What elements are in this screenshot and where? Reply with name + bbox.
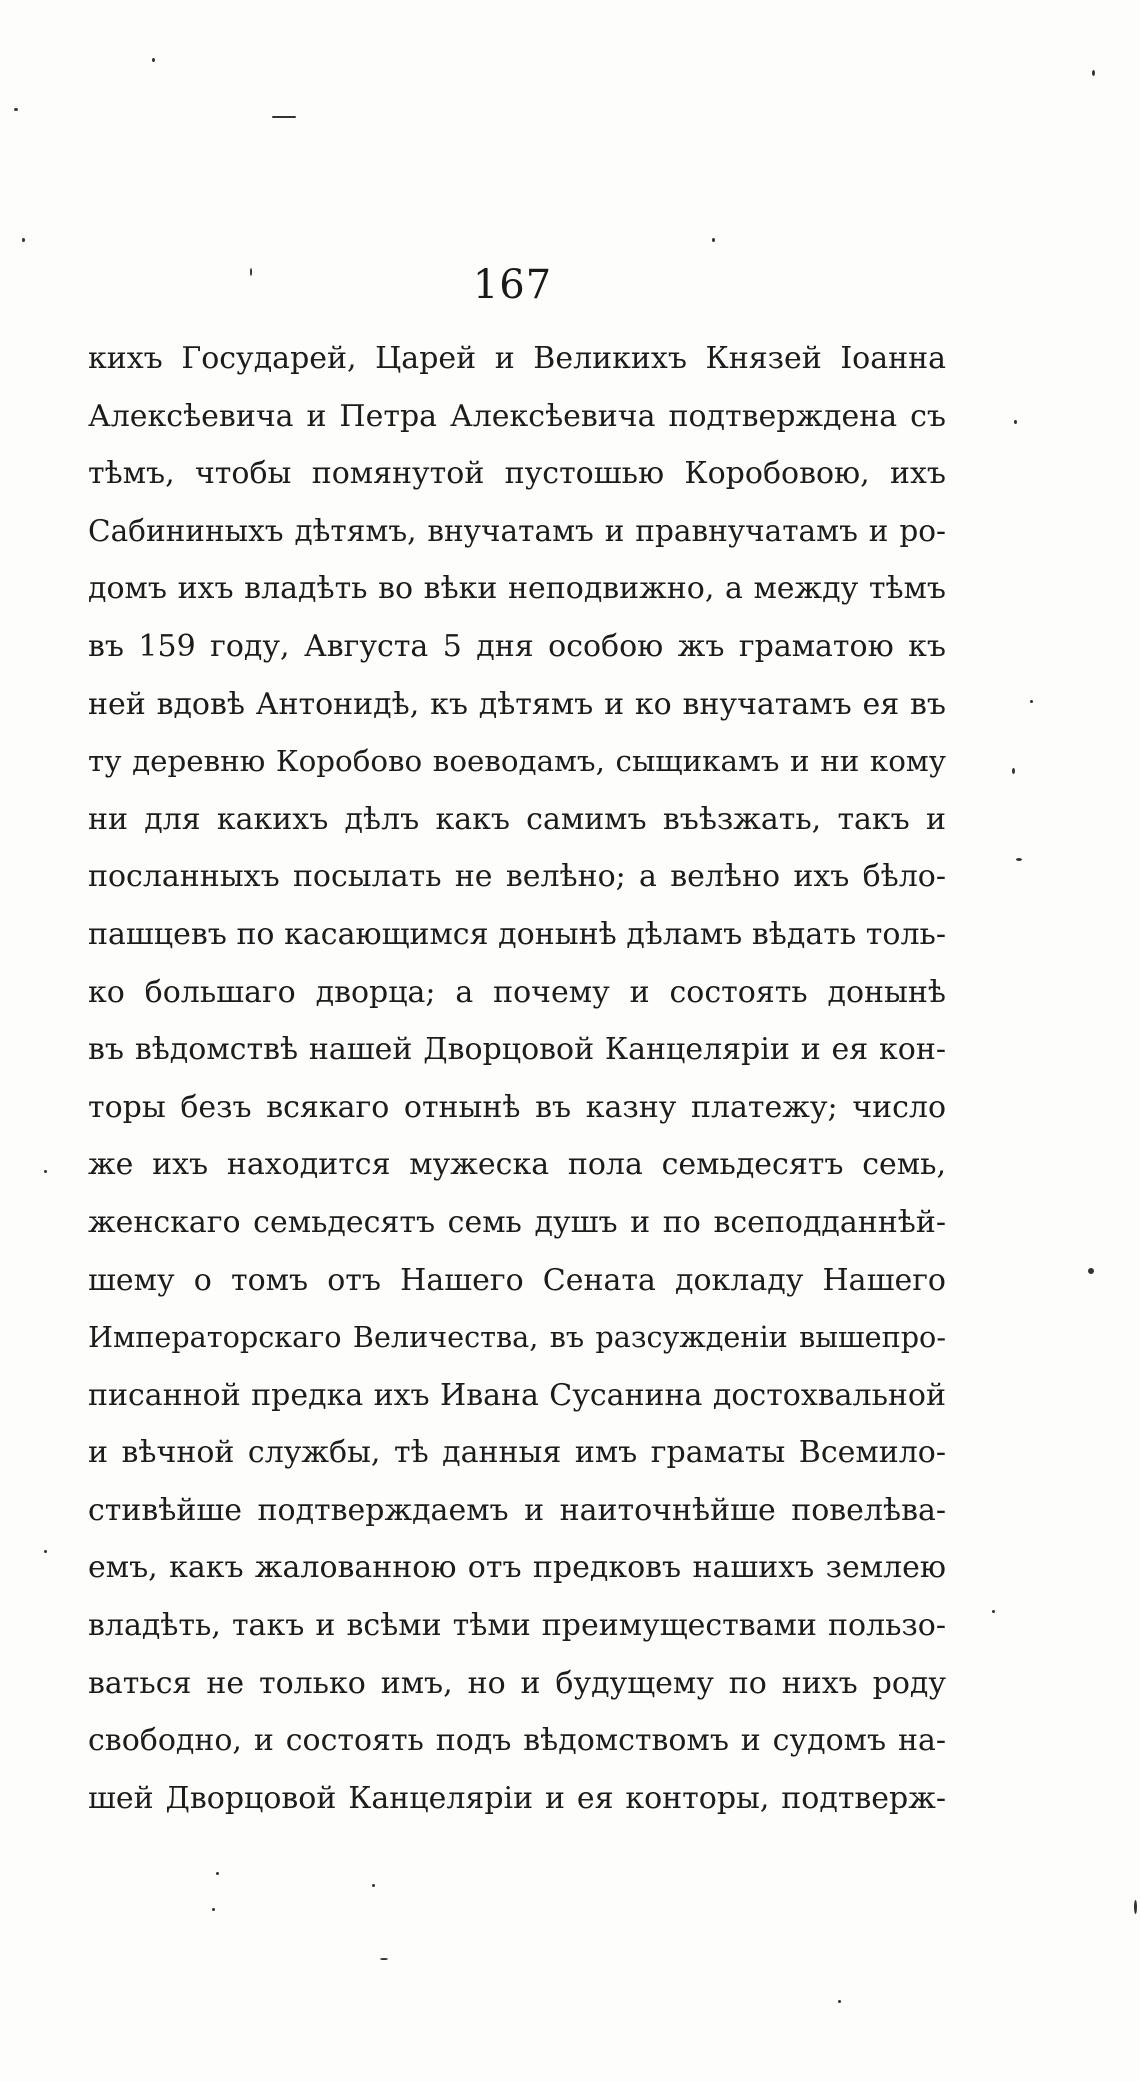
- scan-speck: [216, 1872, 219, 1875]
- scan-speck: [44, 1170, 47, 1173]
- scan-speck: [22, 238, 25, 242]
- scan-speck: [992, 1610, 995, 1613]
- scan-speck: [1014, 420, 1017, 424]
- scan-speck: [1012, 768, 1015, 774]
- scan-speck: [838, 2000, 841, 2003]
- text-line: ней вдовѣ Антонидѣ, къ дѣтямъ и ко внучатамъ ея въ: [88, 686, 946, 722]
- text-line: торы безъ всякаго отнынѣ въ казну платежу; число: [88, 1089, 946, 1125]
- text-line: писанной предка ихъ Ивана Сусанина достохвальной: [88, 1377, 946, 1413]
- scan-speck: [712, 238, 715, 242]
- scan-speck: [1030, 700, 1033, 703]
- text-line: шей Дворцовой Канцеляріи и ея конторы, подтверж-: [88, 1780, 946, 1816]
- scan-speck: [44, 1550, 47, 1553]
- text-line: въ 159 году, Августа 5 дня особою жъ граматою къ: [88, 628, 946, 664]
- text-line: емъ, какъ жалованною отъ предковъ нашихъ землею: [88, 1550, 946, 1586]
- text-line: тѣмъ, чтобы помянутой пустошью Коробовою, ихъ: [88, 456, 946, 492]
- scan-speck: [14, 108, 18, 111]
- scan-speck: [152, 58, 155, 62]
- text-line: Императорскаго Величества, въ разсужденіи вышепро-: [88, 1320, 946, 1355]
- page-number: 167: [472, 262, 553, 308]
- text-line: ту деревню Коробово воеводамъ, сыщикамъ и ни кому: [88, 744, 946, 779]
- text-line: ко большаго дворца; а почему и состоять донынѣ: [88, 974, 946, 1010]
- text-line: Алексѣевича и Петра Алексѣевича подтверждена съ: [88, 398, 946, 434]
- text-line: посланныхъ посылать не велѣно; а велѣно ихъ бѣло-: [88, 859, 946, 895]
- text-line: же ихъ находится мужеска пола семьдесятъ семь,: [88, 1147, 946, 1183]
- scan-speck: [1088, 1268, 1094, 1274]
- scan-speck: [272, 116, 296, 118]
- scan-speck: [1092, 70, 1095, 76]
- text-line: кихъ Государей, Царей и Великихъ Князей Іоанна: [88, 341, 946, 376]
- text-line: владѣть, такъ и всѣми тѣми преимуществами пользо-: [88, 1608, 946, 1644]
- text-line: шему о томъ отъ Нашего Сената докладу Нашего: [88, 1262, 946, 1298]
- text-line: стивѣйше подтверждаемъ и наиточнѣйше повелѣва-: [88, 1492, 946, 1528]
- text-line: свободно, и состоять подъ вѣдомствомъ и судомъ на-: [88, 1723, 946, 1759]
- text-line: Сабининыхъ дѣтямъ, внучатамъ и правнучатамъ и ро-: [88, 513, 946, 548]
- text-line: и вѣчной службы, тѣ данныя имъ граматы Всемило-: [88, 1435, 946, 1471]
- text-line: ваться не только имъ, но и будущему по нихъ роду: [88, 1665, 946, 1701]
- scan-speck: [1016, 858, 1022, 861]
- scan-speck: [380, 1958, 388, 1960]
- scan-speck: [1134, 1900, 1137, 1914]
- text-line: женскаго семьдесятъ семь душъ и по всеподданнѣй-: [88, 1204, 946, 1240]
- text-line: пашцевъ по касающимся донынѣ дѣламъ вѣдать толь-: [88, 916, 946, 952]
- body-text: [88, 330, 946, 1827]
- text-line: въ вѣдомствѣ нашей Дворцовой Канцеляріи и ея кон-: [88, 1032, 946, 1068]
- scan-speck: [372, 1884, 375, 1887]
- scan-speck: [250, 268, 252, 276]
- scan-speck: [212, 1908, 215, 1911]
- text-line: ни для какихъ дѣлъ какъ самимъ въѣзжать, такъ и: [88, 801, 946, 837]
- text-line: домъ ихъ владѣть во вѣки неподвижно, а между тѣмъ: [88, 571, 946, 607]
